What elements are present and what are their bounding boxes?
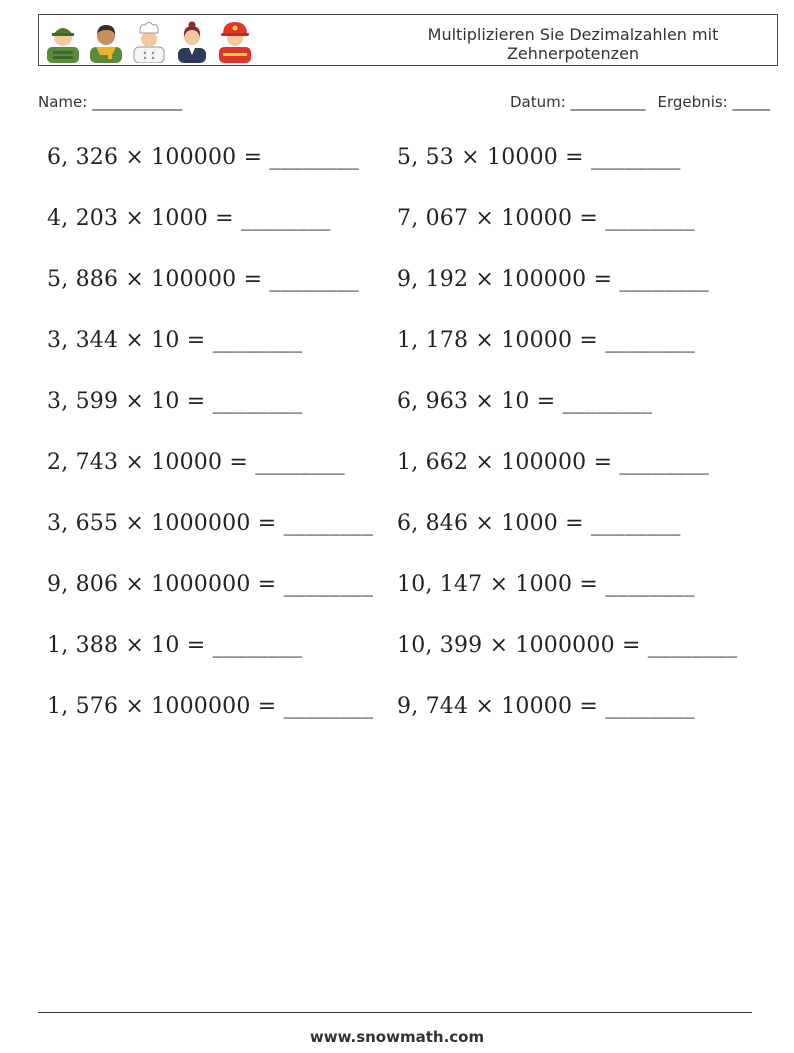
- title-line-1: Multiplizieren Sie Dezimalzahlen mit: [427, 25, 719, 44]
- name-field: Name: ____________: [38, 93, 183, 111]
- worksheet-header: [38, 14, 778, 66]
- problem-row: [47, 572, 767, 633]
- problem-right: 1, 178 × 10000 = ________: [397, 328, 695, 353]
- problem-row: [47, 694, 767, 755]
- footer-site: www.snowmath.com: [309, 1028, 485, 1046]
- problem-left: 5, 886 × 100000 = ________: [47, 267, 359, 292]
- problem-right: 9, 192 × 100000 = ________: [397, 267, 709, 292]
- problem-row: [47, 389, 767, 450]
- woman-avatar-icon: [172, 19, 212, 63]
- problem-row: [47, 145, 767, 206]
- problem-row: [47, 328, 767, 389]
- date-score-fields: [510, 93, 770, 111]
- soldier-avatar-icon: [43, 19, 83, 63]
- problem-row: [47, 267, 767, 328]
- problem-right: 5, 53 × 10000 = ________: [397, 145, 681, 170]
- problem-left: 1, 576 × 1000000 = ________: [47, 694, 374, 719]
- problem-left: 2, 743 × 10000 = ________: [47, 450, 345, 475]
- problem-left: 9, 806 × 1000000 = ________: [47, 572, 374, 597]
- problem-row: [47, 511, 767, 572]
- problem-left: 3, 655 × 1000000 = ________: [47, 511, 374, 536]
- problem-right: 9, 744 × 10000 = ________: [397, 694, 695, 719]
- problem-left: 1, 388 × 10 = ________: [47, 633, 303, 658]
- problem-right: 6, 963 × 10 = ________: [397, 389, 653, 414]
- avatar-strip: [43, 19, 255, 63]
- problem-row: [47, 633, 767, 694]
- problem-right: 6, 846 × 1000 = ________: [397, 511, 681, 536]
- problem-right: 10, 147 × 1000 = ________: [397, 572, 695, 597]
- problem-left: 4, 203 × 1000 = ________: [47, 206, 331, 231]
- problem-right: 1, 662 × 100000 = ________: [397, 450, 709, 475]
- firefighter-avatar-icon: [215, 19, 255, 63]
- problem-row: [47, 206, 767, 267]
- problem-row: [47, 450, 767, 511]
- scarf-person-avatar-icon: [86, 19, 126, 63]
- problem-right: 10, 399 × 1000000 = ________: [397, 633, 738, 658]
- problem-list: [47, 145, 767, 755]
- score-field: Ergebnis: _____: [657, 93, 770, 111]
- footer-divider: [38, 1012, 752, 1013]
- chef-avatar-icon: [129, 19, 169, 63]
- problem-left: 3, 344 × 10 = ________: [47, 328, 303, 353]
- title-line-2: Zehnerpotenzen: [506, 44, 640, 63]
- problem-left: 6, 326 × 100000 = ________: [47, 145, 359, 170]
- problem-left: 3, 599 × 10 = ________: [47, 389, 303, 414]
- problem-right: 7, 067 × 10000 = ________: [397, 206, 695, 231]
- date-field: Datum: __________: [509, 93, 646, 111]
- worksheet-title: [413, 25, 733, 63]
